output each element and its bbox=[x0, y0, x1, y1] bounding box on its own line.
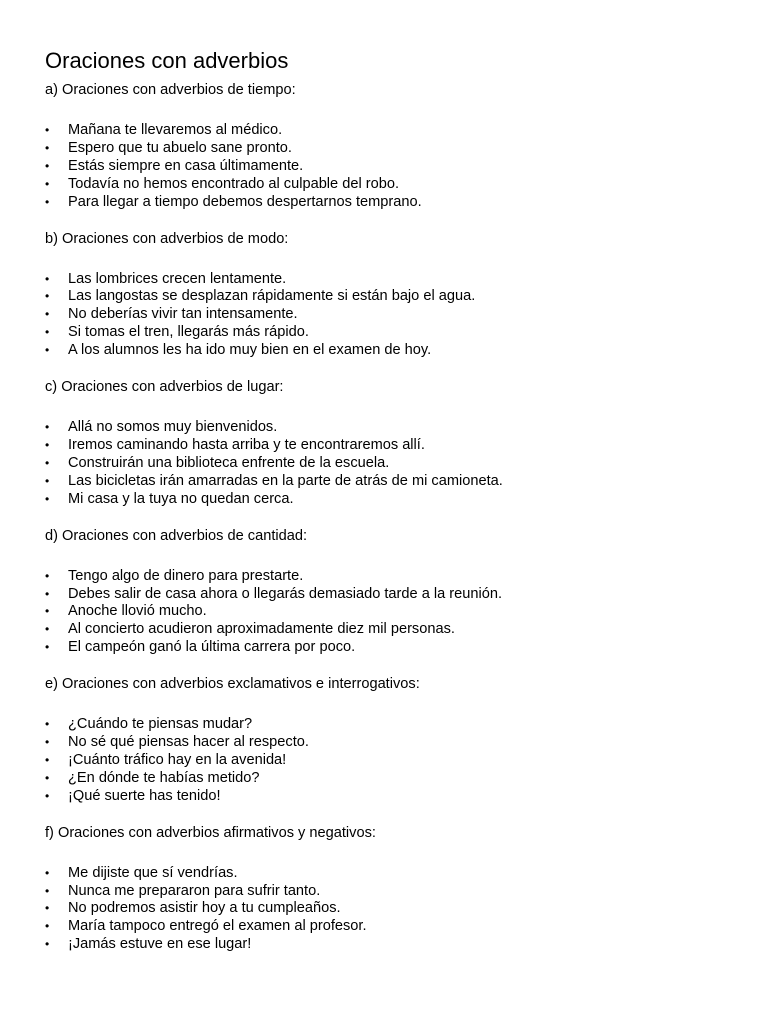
section-heading: f) Oraciones con adverbios afirmativos y negativos: bbox=[45, 824, 376, 841]
list-item-text: A los alumnos les ha ido muy bien en el examen de hoy. bbox=[68, 342, 432, 359]
list-item bbox=[45, 621, 735, 639]
section-heading: a) Oraciones con adverbios de tiempo: bbox=[45, 82, 296, 98]
bullet-icon: • bbox=[45, 455, 50, 470]
section bbox=[45, 824, 735, 955]
bullet-icon: • bbox=[45, 140, 50, 155]
section-heading: c) Oraciones con adverbios de lugar: bbox=[45, 379, 284, 396]
bullet-list bbox=[45, 865, 735, 955]
list-item bbox=[45, 568, 735, 586]
list-item-text: Mañana te llevaremos al médico. bbox=[68, 122, 283, 138]
bullet-icon: • bbox=[45, 735, 50, 750]
section-heading: b) Oraciones con adverbios de modo: bbox=[45, 230, 289, 247]
list-item-text: Allá no somos muy bienvenidos. bbox=[68, 419, 278, 436]
list-item-text: ¿En dónde te habías metido? bbox=[68, 769, 260, 786]
list-item-text: ¡Qué suerte has tenido! bbox=[68, 787, 221, 804]
list-item bbox=[45, 122, 735, 140]
bullet-icon: • bbox=[45, 123, 50, 137]
list-item bbox=[45, 158, 735, 176]
bullet-icon: • bbox=[45, 568, 50, 583]
list-item bbox=[45, 716, 735, 734]
bullet-icon: • bbox=[45, 901, 50, 916]
list-item bbox=[45, 770, 735, 788]
bullet-list bbox=[45, 122, 735, 212]
bullet-icon: • bbox=[45, 289, 50, 304]
list-item-text: Tengo algo de dinero para prestarte. bbox=[68, 567, 304, 584]
list-item-text: María tampoco entregó el examen al profesor. bbox=[68, 918, 367, 935]
page-title: Oraciones con adverbios bbox=[45, 48, 289, 73]
section bbox=[45, 378, 735, 509]
bullet-icon: • bbox=[45, 176, 50, 191]
list-item bbox=[45, 306, 735, 324]
bullet-icon: • bbox=[45, 473, 50, 488]
list-item-text: Nunca me prepararon para sufrir tanto. bbox=[68, 882, 321, 899]
bullet-list bbox=[45, 568, 735, 658]
bullet-icon: • bbox=[45, 919, 50, 934]
bullet-icon: • bbox=[45, 865, 50, 880]
bullet-icon: • bbox=[45, 194, 50, 209]
list-item-text: Anoche llovió mucho. bbox=[68, 603, 207, 620]
document-page bbox=[45, 47, 735, 972]
section bbox=[45, 675, 735, 806]
list-item bbox=[45, 473, 735, 491]
list-item bbox=[45, 865, 735, 883]
bullet-icon: • bbox=[45, 937, 50, 952]
list-item bbox=[45, 271, 735, 289]
list-item-text: Construirán una biblioteca enfrente de la escuela. bbox=[68, 454, 390, 471]
bullet-icon: • bbox=[45, 491, 50, 506]
list-item-text: ¿Cuándo te piensas mudar? bbox=[68, 716, 253, 733]
bullet-icon: • bbox=[45, 770, 50, 785]
list-item bbox=[45, 734, 735, 752]
list-item bbox=[45, 491, 735, 509]
list-item-text: No sé qué piensas hacer al respecto. bbox=[68, 734, 309, 751]
section bbox=[45, 230, 735, 361]
section bbox=[45, 81, 735, 212]
list-item bbox=[45, 936, 735, 954]
list-item-text: Las langostas se desplazan rápidamente si están bajo el agua. bbox=[68, 288, 476, 305]
list-item bbox=[45, 639, 735, 657]
bullet-icon: • bbox=[45, 420, 50, 435]
sections-container bbox=[45, 81, 735, 954]
bullet-icon: • bbox=[45, 307, 50, 322]
list-item bbox=[45, 140, 735, 158]
list-item-text: ¡Cuánto tráfico hay en la avenida! bbox=[68, 751, 287, 768]
list-item-text: El campeón ganó la última carrera por poco. bbox=[68, 639, 356, 656]
list-item bbox=[45, 788, 735, 806]
list-item bbox=[45, 752, 735, 770]
bullet-icon: • bbox=[45, 604, 50, 619]
list-item-text: Iremos caminando hasta arriba y te encontraremos allí. bbox=[68, 436, 425, 453]
list-item-text: Todavía no hemos encontrado al culpable del robo. bbox=[68, 175, 400, 192]
list-item-text: No podremos asistir hoy a tu cumpleaños. bbox=[68, 900, 341, 917]
section-heading: d) Oraciones con adverbios de cantidad: bbox=[45, 527, 308, 544]
list-item-text: Las lombrices crecen lentamente. bbox=[68, 270, 287, 287]
list-item bbox=[45, 437, 735, 455]
bullet-icon: • bbox=[45, 883, 50, 898]
bullet-icon: • bbox=[45, 158, 50, 173]
list-item-text: Espero que tu abuelo sane pronto. bbox=[68, 139, 292, 156]
bullet-icon: • bbox=[45, 325, 50, 340]
bullet-icon: • bbox=[45, 437, 50, 452]
list-item bbox=[45, 176, 735, 194]
bullet-icon: • bbox=[45, 788, 50, 803]
bullet-list bbox=[45, 716, 735, 806]
list-item bbox=[45, 603, 735, 621]
bullet-icon: • bbox=[45, 586, 50, 601]
list-item-text: No deberías vivir tan intensamente. bbox=[68, 306, 298, 323]
bullet-icon: • bbox=[45, 622, 50, 637]
list-item-text: Mi casa y la tuya no quedan cerca. bbox=[68, 490, 294, 507]
list-item-text: Al concierto acudieron aproximadamente diez mil personas. bbox=[68, 621, 455, 638]
list-item bbox=[45, 586, 735, 604]
list-item bbox=[45, 419, 735, 437]
list-item-text: Debes salir de casa ahora o llegarás demasiado tarde a la reunión. bbox=[68, 585, 503, 602]
list-item bbox=[45, 324, 735, 342]
list-item-text: Estás siempre en casa últimamente. bbox=[68, 157, 304, 174]
bullet-list bbox=[45, 419, 735, 509]
list-item bbox=[45, 918, 735, 936]
list-item bbox=[45, 342, 735, 360]
list-item bbox=[45, 194, 735, 212]
list-item bbox=[45, 288, 735, 306]
list-item bbox=[45, 455, 735, 473]
list-item bbox=[45, 883, 735, 901]
list-item-text: Para llegar a tiempo debemos despertarnos temprano. bbox=[68, 193, 422, 210]
list-item-text: Si tomas el tren, llegarás más rápido. bbox=[68, 324, 309, 341]
list-item-text: Me dijiste que sí vendrías. bbox=[68, 864, 238, 881]
bullet-icon: • bbox=[45, 752, 50, 767]
bullet-icon: • bbox=[45, 271, 50, 286]
list-item-text: ¡Jamás estuve en ese lugar! bbox=[68, 936, 252, 953]
bullet-list bbox=[45, 271, 735, 361]
section-heading: e) Oraciones con adverbios exclamativos e interrogativos: bbox=[45, 676, 420, 693]
section bbox=[45, 527, 735, 658]
list-item-text: Las bicicletas irán amarradas en la parte de atrás de mi camioneta. bbox=[68, 472, 503, 489]
bullet-icon: • bbox=[45, 717, 50, 732]
bullet-icon: • bbox=[45, 343, 50, 358]
bullet-icon: • bbox=[45, 640, 50, 655]
list-item bbox=[45, 900, 735, 918]
